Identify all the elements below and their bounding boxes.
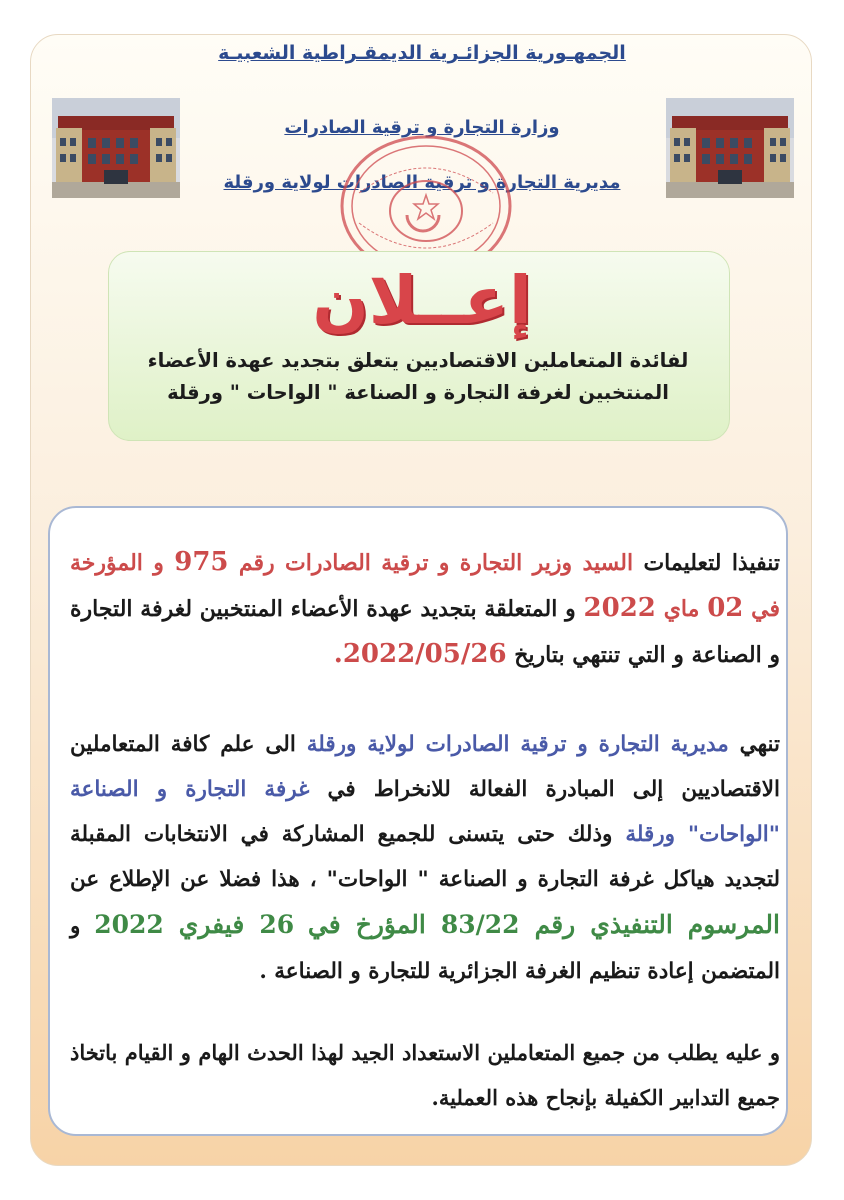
p2-e: وذلك حتى يتسنى للجميع المشاركة في الانتخابات المقبلة لتجديد هياكل غرفة التجارة و الصناعة " الواحات" ، هذا فضلا عن الإطلاع عن bbox=[70, 822, 780, 892]
header-republic: الجمهـورية الجزائـرية الديمقـراطية الشعبيـة bbox=[218, 42, 626, 64]
p2-c: الى علم كافة المتعاملين الاقتصاديين إلى المبادرة الفعالة للانخراط في bbox=[70, 732, 780, 802]
p2-chamber: غرفة التجارة و الصناعة "الواحات" ورقلة bbox=[70, 777, 780, 847]
announcement-subtitle-line1: لفائدة المتعاملين الاقتصاديين يتعلق بتجديد عهدة الأعضاء bbox=[147, 349, 689, 372]
building-photo-right bbox=[666, 98, 794, 198]
header-directorate: مديرية التجارة و ترقية الصادرات لولاية ورقلة bbox=[223, 172, 621, 193]
p2-decree-date: 26 فيفري 2022 bbox=[94, 910, 295, 939]
p1-i: و المتعلقة بتجديد عهدة الأعضاء المنتخبين لغرفة التجارة و الصناعة و التي تنتهي بتاريخ bbox=[70, 596, 780, 668]
p1-a: تنفيذا لتعليمات bbox=[643, 550, 781, 576]
p1-month: ماي bbox=[663, 596, 700, 622]
paragraph-notification bbox=[70, 722, 780, 994]
p1-number: 975 bbox=[174, 547, 229, 577]
p1-year: 2022 bbox=[583, 593, 656, 623]
building-photo-left bbox=[52, 98, 180, 198]
announcement-subtitle-line2: المنتخبين لغرفة التجارة و الصناعة " الواحات " ورقلة bbox=[167, 381, 669, 404]
paragraph-instructions bbox=[70, 540, 780, 678]
p2-decree: المرسوم التنفيذي رقم 83/22 المؤرخ في bbox=[307, 910, 780, 939]
p2-a: تنهي bbox=[739, 732, 780, 757]
announcement-title: إعــلان bbox=[312, 262, 532, 339]
p1-e: و المؤرخة في bbox=[70, 550, 781, 622]
p2-directorate: مديرية التجارة و ترقية الصادرات لولاية ورقلة bbox=[306, 732, 729, 757]
p1-date: 2022/05/26. bbox=[333, 639, 507, 669]
p2-h: و المتضمن إعادة تنظيم الغرفة الجزائرية للتجارة و الصناعة . bbox=[70, 914, 780, 984]
header-ministry: وزارة التجارة و ترقية الصادرات bbox=[284, 117, 560, 138]
paragraph-request: و عليه يطلب من جميع المتعاملين الاستعداد الجيد لهذا الحدث الهام و القيام باتخاذ جميع التدابير الكفيلة بإنجاح هذه العملية. bbox=[70, 1040, 780, 1110]
p1-c: رقم bbox=[238, 550, 275, 576]
p1-minister: السيد وزير التجارة و ترقية الصادرات bbox=[285, 550, 634, 576]
p1-day: 02 bbox=[707, 593, 744, 623]
